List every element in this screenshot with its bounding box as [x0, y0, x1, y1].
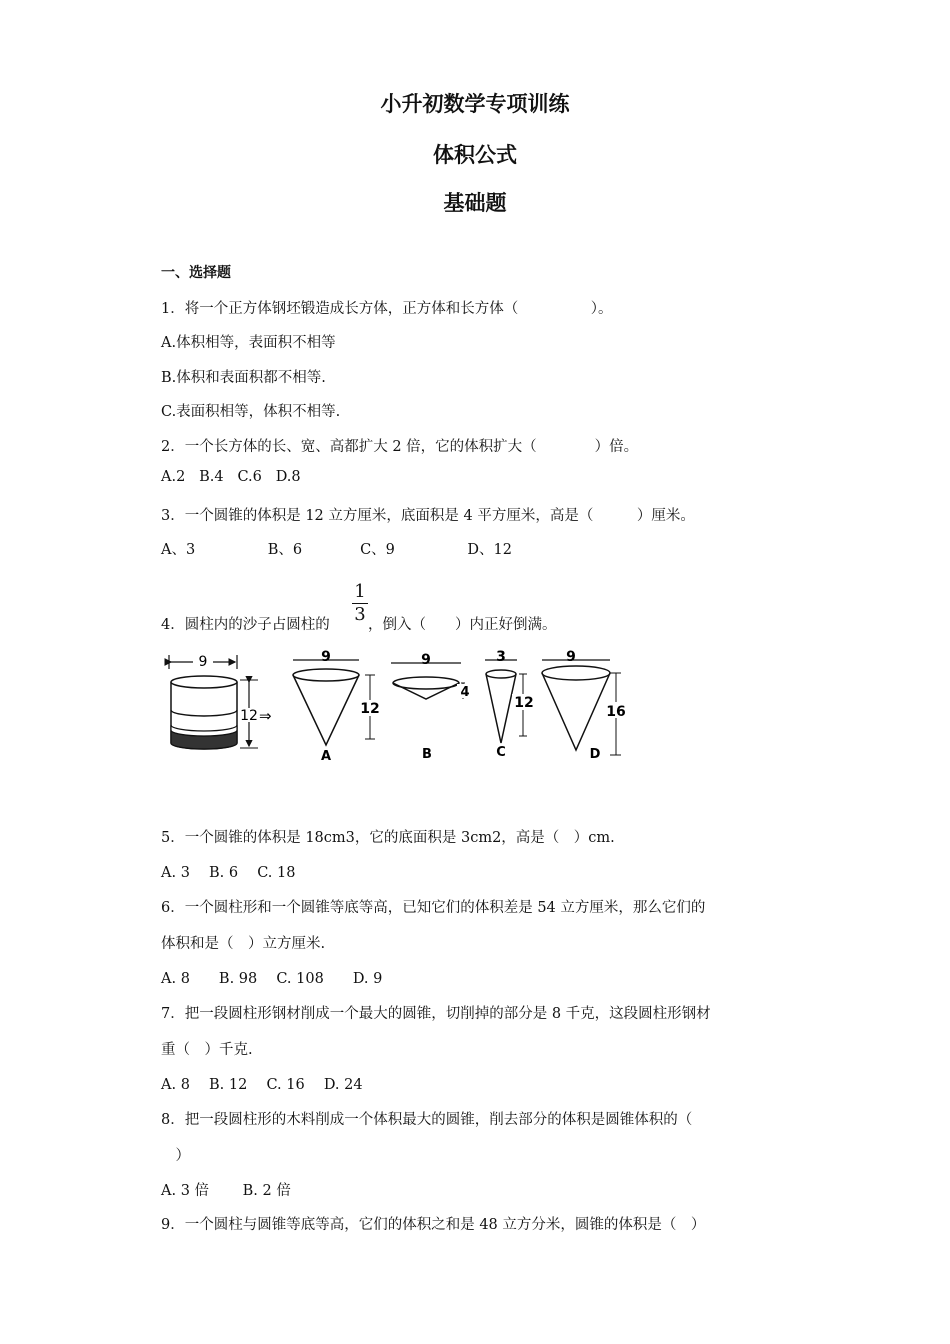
cone-c — [485, 650, 536, 760]
title-topic: 体积公式 — [433, 143, 517, 167]
q1-stem: 1．将一个正方体钢坯锻造成长方体，正方体和长方体（ ）。 — [161, 301, 613, 317]
right-arrow-icon: ⇒ — [259, 707, 272, 725]
cone-b-label: B — [422, 747, 432, 762]
cylinder-width-label: 9 — [198, 654, 208, 670]
q4-fraction — [352, 582, 368, 625]
q3-stem: 3．一个圆锥的体积是 12 立方厘米，底面积是 4 平方厘米，高是（ ）厘米。 — [161, 508, 695, 524]
cylinder-diagram — [169, 653, 272, 749]
q8-stem-line1: 8．把一段圆柱形的木料削成一个体积最大的圆锥，削去部分的体积是圆锥体积的（ — [161, 1112, 693, 1128]
q8-stem-line2: ） — [161, 1148, 190, 1164]
cone-b — [391, 652, 470, 762]
cone-c-top-label: 3 — [496, 650, 506, 665]
q6-stem-line1: 6．一个圆柱形和一个圆锥等底等高，已知它们的体积差是 54 立方厘米，那么它们的 — [161, 900, 706, 916]
q4-figure — [163, 650, 633, 765]
title-main: 小升初数学专项训练 — [380, 92, 570, 116]
q7-options: A. 8 B. 12 C. 16 D. 24 — [161, 1077, 363, 1093]
q8-options: A. 3 倍 B. 2 倍 — [161, 1183, 291, 1199]
q5-stem: 5．一个圆锥的体积是 18cm3，它的底面积是 3cm2，高是（ ）cm. — [161, 830, 615, 846]
fraction-denominator: 3 — [354, 604, 366, 625]
cone-a-top-label: 9 — [321, 650, 331, 665]
cone-d-top-label: 9 — [566, 650, 576, 665]
q1-option-c: C.表面积相等，体积不相等. — [161, 404, 341, 420]
cone-d-label: D — [589, 747, 601, 762]
cone-c-label: C — [496, 745, 506, 760]
q7-stem-line2: 重（ ）千克. — [161, 1042, 253, 1058]
q4-stem-before: 4．圆柱内的沙子占圆柱的 — [161, 617, 330, 633]
cone-b-top-label: 9 — [421, 652, 431, 668]
q2-stem: 2．一个长方体的长、宽、高都扩大 2 倍，它的体积扩大（ ）倍。 — [161, 439, 639, 455]
q1-option-a: A.体积相等，表面积不相等 — [161, 335, 336, 351]
q3-options: A、3 B、6 C、9 D、12 — [161, 542, 512, 558]
title-level: 基础题 — [443, 191, 507, 215]
q4-stem-after: ，倒入（ ）内正好倒满。 — [368, 617, 557, 633]
q1-option-b: B.体积和表面积都不相等. — [161, 370, 326, 386]
q6-stem-line2: 体积和是（ ）立方厘米. — [161, 936, 326, 952]
cone-c-height-label: 12 — [514, 695, 534, 711]
cone-b-height-label: 4 — [460, 685, 470, 700]
cone-a-label: A — [320, 749, 332, 764]
section-title: 一、选择题 — [161, 265, 231, 281]
q5-options: A. 3 B. 6 C. 18 — [161, 865, 296, 881]
cone-d-height-label: 16 — [606, 704, 626, 720]
q6-options: A. 8 B. 98 C. 108 D. 9 — [161, 971, 383, 987]
q7-stem-line1: 7．把一段圆柱形钢材削成一个最大的圆锥，切削掉的部分是 8 千克，这段圆柱形钢材 — [161, 1006, 711, 1022]
q9-stem: 9．一个圆柱与圆锥等底等高，它们的体积之和是 48 立方分米，圆锥的体积是（ ） — [161, 1217, 706, 1233]
cone-a-height-label: 12 — [360, 701, 380, 717]
fraction-numerator: 1 — [354, 581, 366, 602]
cone-d — [542, 650, 629, 762]
cone-a — [293, 650, 381, 764]
q2-options: A.2 B.4 C.6 D.8 — [161, 469, 301, 485]
cylinder-height-label: 12 — [240, 708, 258, 724]
